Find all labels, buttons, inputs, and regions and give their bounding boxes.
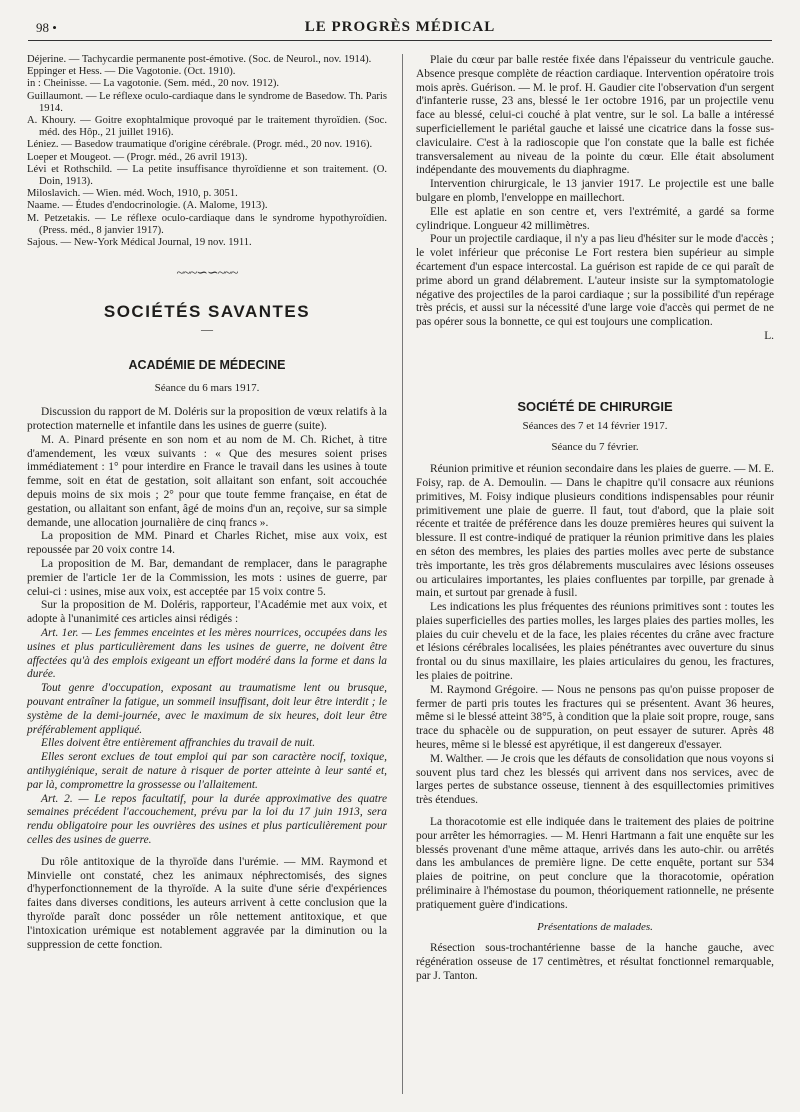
session-date-7: Séance du 7 février. [551, 441, 639, 454]
reference-item: Lévi et Rothschild. — La petite insuffisance thyroïdienne et son traitement. (O. Doin, 1913). [27, 163, 387, 188]
reference-item: M. Petzetakis. — Le réflexe oculo-cardiaque dans le syndrome hypothyroïdien. (Press. méd., 8 janvier 1917). [27, 212, 387, 236]
column-divider [402, 54, 403, 1094]
indications-paragraph: Les indications les plus fréquentes des réunions primitives sont : toutes les plaies superficielles des parties molles, les larges plaies des parties molles, les plaies du cuir chevelu et de la face, les plaies récentes du crâne avec fracture et lésions cérébrales localisées, les plaies pénétrantes avec ouverture du sinus frontal ou du sinus maxillaire, les plaies articulaires du genou, les fractures, les plaies de poitrine. [416, 601, 774, 683]
sessions-date: Séances des 7 et 14 février 1917. [522, 419, 668, 432]
page-number: 98 • [36, 20, 57, 35]
intervention-paragraph: Intervention chirurgicale, le 13 janvier 1917. Le projectile est une balle bulgare en plomb, l'enveloppe en maillechort. [416, 178, 774, 204]
doleris-paragraph: Sur la proposition de M. Doléris, rapporteur, l'Académie met aux voix, et adopte à l'unanimité ces articles ainsi rédigés : [27, 599, 387, 626]
reference-item: Sajous. — New-York Médical Journal, 19 nov. 1911. [27, 237, 252, 249]
reference-item: A. Khoury. — Goitre exophtalmique provoqué par le traitement thyroïdien. (Soc. méd. des Hôp., 21 juillet 1916). [27, 115, 387, 139]
academy-heading: ACADÉMIE DE MÉDECINE [128, 357, 286, 372]
reference-item: Eppinger et Hess. — Die Vagotonie. (Oct. 1910). [27, 66, 236, 78]
section-title: SOCIÉTÉS SAVANTES [103, 302, 311, 322]
pinard-paragraph: M. A. Pinard présente en son nom et au nom de M. Ch. Richet, à titre d'amendement, les vœux suivants : « Que des mesures soient prises immédiatement : 1° pour interdire en France le travail dans les usines à toute femme, soit en état de gestation, soit allaitant son enfant, soit accouchée depuis moins de six mois ; 2° pour que toute femme française, en état de gestation, ou allaitant son enfant, âgé de moins d'un an, reçoive, sur sa simple demande, une allocation journalière de cinq francs ». [27, 433, 387, 529]
session-date: Séance du 6 mars 1917. [154, 382, 260, 395]
section-dash: — [201, 321, 213, 336]
vote-paragraph: La proposition de MM. Pinard et Charles Richet, mise aux voix, est repoussée par 20 voix contre 14. [27, 530, 387, 557]
reference-item: Naame. — Études d'endocrinologie. (A. Malome, 1913). [27, 200, 268, 212]
journal-title: LE PROGRÈS MÉDICAL [304, 19, 496, 35]
article-1: Art. 1er. — Les femmes enceintes et les mères nourrices, occupées dans les usines et plus particulièrement dans les usines de guerre, ne doivent être affectées qu'à des emplois exigeant un effort modéré dans la forme et dans la durée. [27, 626, 387, 681]
heart-wound-paragraph: Plaie du cœur par balle restée fixée dans l'épaisseur du ventricule gauche. Absence presque complète de réaction cardiaque. Intervention opératoire trois mois après. Guérison. — M. le prof. H. Gaudier cite l'observation d'un sergent d'infanterie russe, 23 ans, blessé le 1er octobre 1916, par un projectile venu face au blessé, celui-ci couché à plat ventre, sur le sol. La balle a intéressé superficiellement le pariétal gauche et laissé une cicatrice dans la fosse sus-claviculaire. C'est à la radioscopie que l'on constate que la balle est fichée transversalement au niveau de la pointe du cœur. Elle était absolument indépendante des mouvements du diaphragme. [416, 54, 774, 177]
thoracotomy-paragraph: La thoracotomie est elle indiquée dans le traitement des plaies de poitrine pour arrêter les hémorragies. — M. Henri Hartmann a fait une enquête sur les blessés provenant d'une même attaque, arrivés dans les auto-chir. ou arrêtés dans les ambulances de première ligne. De cette enquête, portant sur 534 plaies de poitrine, on peut conclure que la thoracotomie, opération préliminaire à l'hémostase du poumon, théoriquement rationnelle, ne présente pratiquement guère d'indications. [416, 816, 774, 911]
reference-item: Loeper et Mougeot. — (Progr. méd., 26 avril 1913). [27, 151, 248, 163]
signature: L. [764, 329, 774, 342]
reference-item: Léniez. — Basedow traumatique d'origine cérébrale. (Progr. méd., 20 nov. 1916). [27, 139, 373, 151]
article-1-d: Elles seront exclues de tout emploi qui par son caractère nocif, toxique, antihygiénique, serait de nature à risquer de porter atteinte à leur santé et, par là, compromettre la grossesse ou l'allaitement. [27, 751, 387, 791]
presentations-heading: Présentations de malades. [537, 920, 653, 933]
access-paragraph: Pour un projectile cardiaque, il n'y a pas lieu d'hésiter sur le mode d'accès ; le volet inférieur que préconise Le Fort restera bien supérieur au simple écartement d'un espace intercostal. La guérison est rapide de ce qui paraît de prime abord un grand délabrement. L'auteur insiste sur la symptomatologie négative des projectiles de la paroi cardiaque ; sur la possibilité d'un repérage très précis, et aussi sur la nécessité d'une large voie d'accès qui permet de ne pas opérer sous la bonnette, ce qui est toujours une complication. [416, 233, 774, 329]
walther-paragraph: M. Walther. — Je crois que les défauts de consolidation que nous voyons si souvent plus tard chez les blessés qui arrivent dans nos services, avec de larges pertes de substance osseuse, tiennent à des esquillectomies primitives très étendues. [416, 752, 774, 807]
page-header [28, 12, 772, 41]
thyroid-paragraph: Du rôle antitoxique de la thyroïde dans l'urémie. — MM. Raymond et Minvielle ont constaté, chez les animaux néphrectomisés, des signes d'hyperfonctionnement de la thyroïde. A la suite d'une série d'expériences faites dans diverses conditions, les auteurs arrivent à cette conclusion que la thyroïde paraît donc posséder un rôle nettement antitoxique, et que l'intoxication urémique est notablement aggravée par la diminution ou la suppression de cette fonction. [27, 855, 387, 951]
right-column [416, 54, 774, 984]
left-column [27, 54, 387, 952]
article-1-b: Tout genre d'occupation, exposant au traumatisme lent ou brusque, pouvant entraîner la fatigue, un sommeil insuffisant, doit leur être interdit ; le système de la demi-journée, avec le maximum de six heures, doit leur être préférablement appliqué. [27, 682, 387, 736]
bar-paragraph: La proposition de M. Bar, demandant de remplacer, dans le paragraphe premier de l'article 1er de la Commission, les mots : usines de guerre, par celui-ci : usines, mise aux voix, est acceptée par 15 voix contre 5. [27, 558, 387, 598]
article-1-c: Elles doivent être entièrement affranchies du travail de nuit. [41, 737, 316, 750]
resection-paragraph: Résection sous-trochantérienne basse de la hanche gauche, avec régénération osseuse de 17 centimètres, et résultat fonctionnel remarquable, par J. Tanton. [416, 942, 774, 983]
society-heading: SOCIÉTÉ DE CHIRURGIE [517, 398, 673, 414]
reference-item: Guillaumont. — Le réflexe oculo-cardiaque dans le syndrome de Basedow. Th. Paris 1914. [27, 90, 387, 114]
reunion-paragraph: Réunion primitive et réunion secondaire dans les plaies de guerre. — M. E. Foisy, rap. de A. Demoulin. — Dans le chapitre qu'il consacre aux réunions primitives, M. Foisy indique plusieurs conditions indispensables pour réunir primitivement une plaie de guerre. Il faut, tout d'abord, que la plaie soit récente et traitée de préférence dans les douze premières heures qui suivent la blessure. Il est contre-indiqué de pratiquer la réunion primitive dans les plaies en séton des membres, les plaies des parties molles avec perte de substance très importante, les très gros délabrements musculaires avec lésions osseuses ou articulaires importantes, les plaies confluentes par torpille, par grenade à main, et surtout par grenade à fusil. [416, 463, 774, 600]
reference-item: Miloslavich. — Wien. méd. Woch, 1910, p. 3051. [27, 188, 238, 200]
ornament-divider: ~~~∽∽~~~ [176, 266, 238, 282]
reference-list [27, 54, 387, 249]
article-2: Art. 2. — Le repos facultatif, pour la durée approximative des quatre semaines précédent l'accouchement, prévu par la loi du 17 juin 1913, sera rendu obligatoire pour les ouvrières des usines et plus particulièrement pour celles des usines de guerre. [27, 792, 387, 846]
reference-item: in : Cheinisse. — La vagotonie. (Sem. méd., 20 nov. 1912). [27, 78, 280, 90]
projectile-paragraph: Elle est aplatie en son centre et, vers l'extrémité, a gardé sa forme cylindrique. Longueur 42 millimètres. [416, 205, 774, 232]
gregoire-paragraph: M. Raymond Grégoire. — Nous ne pensons pas qu'on puisse proposer de fermer de parti pris toutes les fractures qui se présentent. Avant 36 heures, même si le blessé atteint 38°5, à condition que la plaie soit propre, rouge, sans trace du sphacèle ou de suppuration, on peut essayer de suturer. Après 48 heures, même si le blessé est apyrétique, il est dangereux d'essayer. [416, 683, 774, 752]
reference-item: Déjerine. — Tachycardie permanente post-émotive. (Soc. de Neurol., nov. 1914). [27, 54, 372, 65]
discussion-paragraph: Discussion du rapport de M. Doléris sur la proposition de vœux relatifs à la protection maternelle et infantile dans les usines de guerre (suite). [27, 406, 387, 433]
